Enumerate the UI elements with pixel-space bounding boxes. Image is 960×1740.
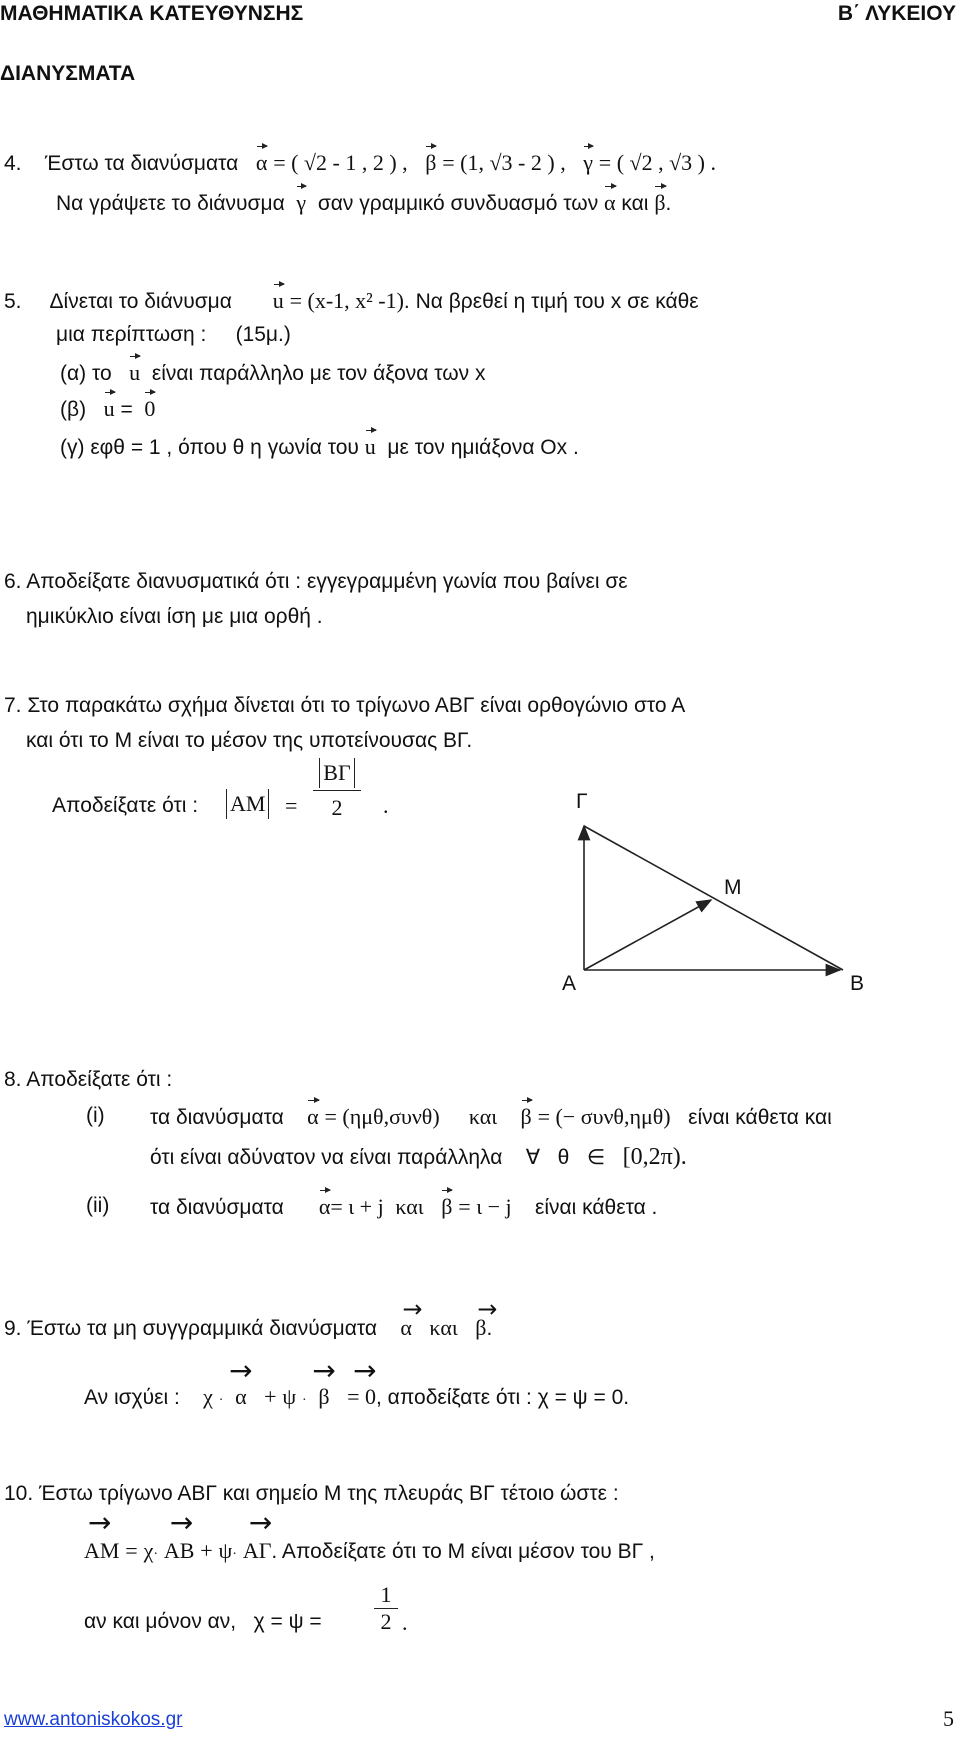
ex4-beta-ref: β [654,190,666,215]
ex10-eq: = [125,1538,138,1563]
ex10-am-text: AM [84,1538,120,1563]
ex7-eq: = [285,793,298,818]
ex10-fraction [374,1582,398,1635]
ex4-alpha-value: = ( √2 - 1 , 2 ) , [273,150,408,175]
ex5-b-u: u [103,396,115,421]
ex5-a-label: (α) το [60,362,112,385]
ex5-c-text: (γ) εφθ = 1 , όπου θ η γωνία του [60,436,359,459]
ex8-ii-kai: και [395,1194,424,1219]
ex4-line2-text: Να γράψετε το διάνυσμα [56,192,285,215]
ex7-period: . [383,793,389,818]
ex8-ii-line [150,1194,657,1220]
ex4-number: 4. [4,152,22,175]
ex8-ii-text: τα διανύσματα [150,1196,284,1219]
ex9-line1 [4,1295,498,1341]
ex8-alpha-value: = (ημθ,συνθ) [324,1104,440,1129]
ex5-u: u [272,288,284,313]
ex10-numerator: 1 [380,1582,392,1607]
ex5-text: Δίνεται το διάνυσμα [49,290,232,313]
ex7-am: AM [226,789,269,819]
section-title: ΔΙΑΝΥΣΜΑΤΑ [0,62,136,85]
ex4-beta: β [425,150,437,175]
ex7-bg: ΒΓ [319,758,354,788]
ex5-c-text2: με τον ημιάξονα Οx . [387,436,579,459]
ex4-gamma: γ [583,150,593,175]
ex8-in: ∈ [586,1146,606,1169]
ex10-line1: 10. Έστω τρίγωνο ΑΒΓ και σημείο Μ της πλευράς ΒΓ τέτοιο ώστε : [4,1482,619,1505]
label-b: B [850,972,865,995]
ex9-eq0: = 0 [347,1384,377,1409]
ex10-am: → AM [84,1506,120,1563]
ex4-gamma-ref: γ [296,190,307,215]
ex4-beta-value: = (1, √3 - 2 ) , [442,150,566,175]
ex9-beta: → β [475,1295,498,1340]
vector-am [584,900,711,970]
ex5-u-value: = (x-1, x² -1) [289,288,404,313]
ex5-number: 5. [4,290,22,313]
ex10-ab-text: AB [163,1538,195,1563]
ex9-plus: + [264,1384,277,1409]
ex8-kai: και [468,1104,498,1129]
ex8-ii-end: είναι κάθετα . [534,1196,658,1219]
ex10-text2: . Αποδείξατε ότι το Μ είναι μέσον του ΒΓ , [271,1540,655,1563]
ex9-eq-beta: → β [312,1354,336,1409]
ex9-kai: και [429,1315,458,1340]
ex8-ii-beta-value: = ι − j [458,1194,512,1219]
ex8-forall: ∀ [525,1146,541,1169]
ex9-conclusion: , αποδείξατε ότι : χ = ψ = 0. [376,1386,630,1409]
ex10-line2: → AM = χ· → AB + ψ· → ΑΓ. Αποδείξατε ότι το Μ είναι μέσον του ΒΓ , [84,1506,655,1563]
ex8-i-line1 [150,1104,832,1130]
ex8-ii-alpha: α [318,1194,331,1219]
ex8-theta: θ [557,1146,570,1169]
ex7-denominator: 2 [331,795,343,820]
ex8-i-end: είναι κάθετα και [688,1106,832,1129]
ex4-text: Έστω τα διανύσματα [44,152,239,175]
page-number: 5 [943,1706,954,1731]
ex10-line3: αν και μόνον αν, χ = ψ = [84,1610,322,1633]
label-a: A [562,972,577,995]
ex8-beta-value: = (− συνθ,ημθ) [537,1104,671,1129]
ex4-alpha: α [255,150,268,175]
ex8-i-text: τα διανύσματα [150,1106,284,1129]
ex10-psi: ψ [218,1538,233,1563]
ex9-eq-alpha: → α [229,1354,253,1409]
ex4-gamma-value: = ( √2 , √3 ) . [598,150,717,175]
ex9-condition-text: Αν ισχύει : [84,1386,180,1409]
ex8-interval: [0,2π). [622,1144,687,1170]
ex9-psi: ψ [282,1384,297,1409]
ex7-line2: και ότι το Μ είναι το μέσον της υποτείνουσας ΒΓ. [26,729,473,752]
ex10-chi: χ [143,1538,154,1563]
ex10-denominator: 2 [380,1609,392,1634]
ex5-b-eq: = [120,398,133,421]
ex9-eq-zero: → = 0 [347,1354,377,1409]
ex8-i-line2-text: ότι είναι αδύνατον να είναι παράλληλα [150,1146,503,1169]
ex5-b-label: (β) [60,398,87,421]
ex9-period: . [486,1317,493,1340]
ex6-line1: 6. Αποδείξατε διανυσματικά ότι : εγγεγραμμένη γωνία που βαίνει σε [4,570,628,593]
footer-link[interactable]: www.antoniskokos.gr [4,1709,183,1730]
ex4-alpha-ref: α [604,190,616,215]
ex9-chi: χ [203,1384,213,1409]
ex5-c-u: u [364,434,376,459]
ex7-prove-text: Αποδείξατε ότι : [52,794,199,817]
ex5-text2: . Να βρεθεί η τιμή του x σε κάθε [403,290,699,313]
ex10-ag-text: ΑΓ [242,1538,272,1563]
ex4-kai: και [621,192,649,215]
ex5-a-u: u [129,360,141,385]
ex4-line2-text2: σαν γραμμικό συνδυασμό των [317,192,599,215]
ex10-ab: → AB [163,1506,195,1563]
ex10-ag: → ΑΓ [242,1506,273,1563]
ex7-line1: 7. Στο παρακάτω σχήμα δίνεται ότι το τρίγωνο ΑΒΓ είναι ορθογώνιο στο Α [4,694,686,717]
ex9-text: 9. Έστω τα μη συγγραμμικά διανύσματα [4,1317,378,1340]
ex9-line2: Αν ισχύει : χ · → α + ψ · → β → = 0, αποδείξατε ότι : χ = ψ = 0. [84,1354,630,1409]
ex8-i-line2 [150,1144,687,1171]
label-gamma: Γ [576,790,588,813]
ex10-plus: + [200,1538,213,1563]
ex5-b-zero: 0 [144,396,156,421]
ex5-a-text: είναι παράλληλο με τον άξονα των x [151,362,486,385]
ex8-alpha: α [307,1104,319,1129]
ex8-ii-label: (ii) [86,1194,110,1217]
ex4-period: . [665,192,672,215]
ex8-ii-alpha-value: = ι + j [330,1194,384,1219]
header-left: ΜΑΘΗΜΑΤΙΚΑ ΚΑΤΕΥΘΥΝΣΗΣ [0,2,304,25]
ex6-line2: ημικύκλιο είναι ίση με μια ορθή . [26,605,323,628]
label-m: M [724,876,742,899]
header-right: Β΄ ΛΥΚΕΙΟΥ [837,2,956,25]
ex8-head: 8. Αποδείξατε ότι : [4,1068,173,1091]
ex5-line2: μια περίπτωση : (15μ.) [56,323,291,346]
ex8-ii-beta: β [441,1194,453,1219]
ex8-beta: β [520,1104,532,1129]
ex10-period: . [402,1610,408,1635]
ex9-alpha: → α [400,1295,423,1340]
ex8-i-label: (i) [86,1104,105,1127]
